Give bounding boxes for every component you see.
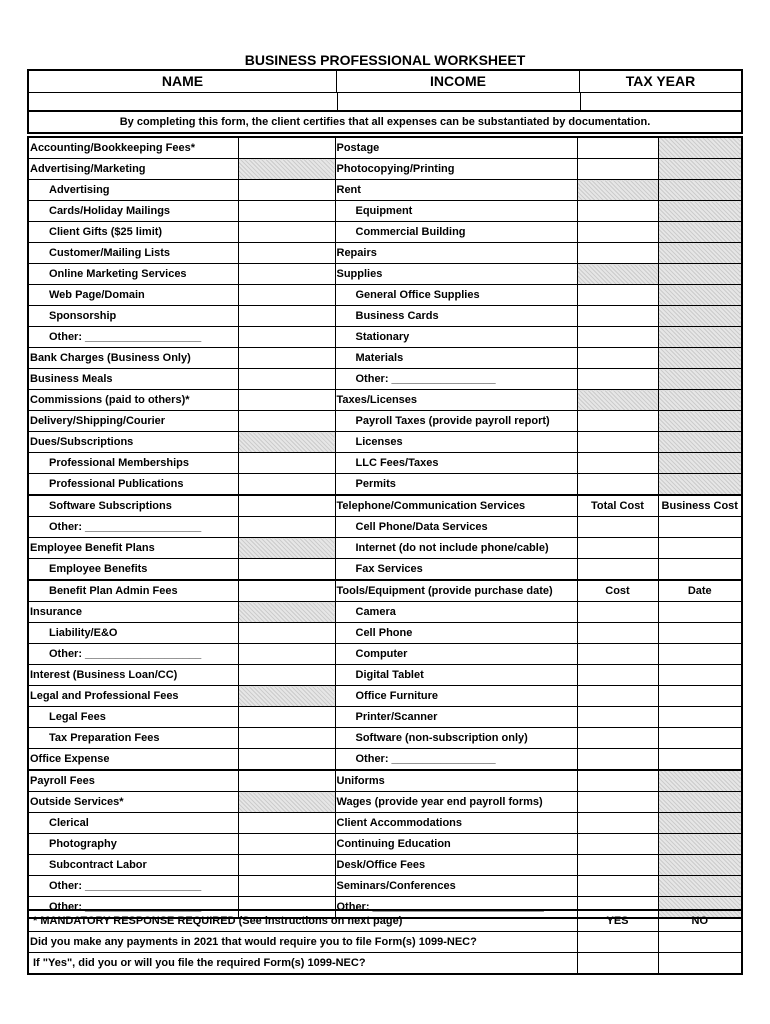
expense-row	[29, 243, 741, 264]
right-expense-label: Telephone/Communication Services	[335, 495, 577, 517]
question-1099-filed: If "Yes", did you or will you file the required Form(s) 1099-NEC?	[29, 953, 577, 974]
column-header: Business Cost	[658, 495, 741, 517]
left-expense-label: Online Marketing Services	[29, 264, 238, 285]
right-expense-label: Uniforms	[335, 770, 577, 792]
right-secondary-field[interactable]	[658, 686, 741, 707]
left-expense-label: Other: ___________________	[29, 644, 238, 665]
right-expense-label: Camera	[335, 602, 577, 623]
right-secondary-field[interactable]	[658, 707, 741, 728]
left-expense-label: Customer/Mailing Lists	[29, 243, 238, 264]
left-amount-field	[238, 159, 335, 180]
right-expense-label: Client Accommodations	[335, 813, 577, 834]
left-expense-label: Business Meals	[29, 369, 238, 390]
left-expense-label: Professional Memberships	[29, 453, 238, 474]
left-expense-label: Bank Charges (Business Only)	[29, 348, 238, 369]
right-secondary-field[interactable]	[658, 517, 741, 538]
left-expense-label: Sponsorship	[29, 306, 238, 327]
left-expense-label: Professional Publications	[29, 474, 238, 496]
right-amount-field[interactable]	[577, 201, 658, 222]
right-expense-label: Wages (provide year end payroll forms)	[335, 792, 577, 813]
column-header: Cost	[577, 580, 658, 602]
left-expense-label: Client Gifts ($25 limit)	[29, 222, 238, 243]
expense-row	[29, 432, 741, 453]
left-expense-label: Software Subscriptions	[29, 495, 238, 517]
right-secondary-field	[658, 834, 741, 855]
expense-row	[29, 264, 741, 285]
left-amount-field[interactable]	[238, 411, 335, 432]
right-secondary-field	[658, 327, 741, 348]
left-amount-field[interactable]	[238, 623, 335, 644]
expense-row	[29, 517, 741, 538]
left-amount-field[interactable]	[238, 180, 335, 201]
left-amount-field[interactable]	[238, 834, 335, 855]
right-secondary-field	[658, 474, 741, 496]
right-expense-label: Licenses	[335, 432, 577, 453]
right-amount-field[interactable]	[577, 474, 658, 496]
left-amount-field	[238, 432, 335, 453]
left-expense-label: Other: ___________________	[29, 876, 238, 897]
right-expense-label: Postage	[335, 138, 577, 159]
right-amount-field	[577, 180, 658, 201]
right-expense-label: Other: _________________	[335, 369, 577, 390]
left-expense-label: Clerical	[29, 813, 238, 834]
right-amount-field[interactable]	[577, 792, 658, 813]
expense-row	[29, 285, 741, 306]
left-expense-label: Outside Services*	[29, 792, 238, 813]
page-title: BUSINESS PROFESSIONAL WORKSHEET	[244, 52, 526, 68]
expense-row	[29, 707, 741, 728]
right-amount-field[interactable]	[577, 369, 658, 390]
left-amount-field[interactable]	[238, 138, 335, 159]
right-amount-field[interactable]	[577, 602, 658, 623]
right-amount-field[interactable]	[577, 749, 658, 771]
right-expense-label: Printer/Scanner	[335, 707, 577, 728]
right-secondary-field	[658, 306, 741, 327]
left-expense-label: Other: ___________________	[29, 517, 238, 538]
right-expense-label: Supplies	[335, 264, 577, 285]
right-amount-field[interactable]	[577, 728, 658, 749]
left-amount-field	[238, 602, 335, 623]
right-amount-field[interactable]	[577, 623, 658, 644]
left-expense-label: Tax Preparation Fees	[29, 728, 238, 749]
right-amount-field[interactable]	[577, 538, 658, 559]
right-expense-label: Commercial Building	[335, 222, 577, 243]
right-amount-field[interactable]	[577, 306, 658, 327]
left-expense-label: Subcontract Labor	[29, 855, 238, 876]
left-amount-field[interactable]	[238, 495, 335, 517]
right-expense-label: Seminars/Conferences	[335, 876, 577, 897]
right-expense-label: Rent	[335, 180, 577, 201]
right-secondary-field	[658, 138, 741, 159]
column-header: Total Cost	[577, 495, 658, 517]
left-expense-label: Other: ___________________	[29, 897, 238, 918]
expense-row	[29, 474, 741, 496]
tax-year-field[interactable]	[580, 92, 741, 112]
right-expense-label: Equipment	[335, 201, 577, 222]
right-amount-field[interactable]	[577, 285, 658, 306]
right-amount-field[interactable]	[577, 159, 658, 180]
left-amount-field[interactable]	[238, 369, 335, 390]
right-secondary-field	[658, 264, 741, 285]
expense-row	[29, 728, 741, 749]
right-amount-field[interactable]	[577, 559, 658, 581]
expense-row	[29, 201, 741, 222]
right-expense-label: Materials	[335, 348, 577, 369]
expense-row	[29, 749, 741, 771]
name-header: NAME	[29, 71, 337, 92]
right-secondary-field	[658, 792, 741, 813]
left-amount-field[interactable]	[238, 770, 335, 792]
expense-row	[29, 411, 741, 432]
right-expense-label: Payroll Taxes (provide payroll report)	[335, 411, 577, 432]
right-expense-label: Tools/Equipment (provide purchase date)	[335, 580, 577, 602]
left-amount-field[interactable]	[238, 243, 335, 264]
expense-row	[29, 348, 741, 369]
right-secondary-field[interactable]	[658, 665, 741, 686]
expense-row	[29, 623, 741, 644]
left-amount-field	[238, 792, 335, 813]
column-header: Date	[658, 580, 741, 602]
right-secondary-field[interactable]	[658, 644, 741, 665]
expense-row	[29, 876, 741, 897]
left-amount-field[interactable]	[238, 517, 335, 538]
right-amount-field[interactable]	[577, 644, 658, 665]
left-amount-field	[238, 686, 335, 707]
right-secondary-field	[658, 201, 741, 222]
left-expense-label: Legal Fees	[29, 707, 238, 728]
right-amount-field[interactable]	[577, 834, 658, 855]
expense-row	[29, 686, 741, 707]
expense-row	[29, 453, 741, 474]
right-secondary-field	[658, 243, 741, 264]
left-expense-label: Benefit Plan Admin Fees	[29, 580, 238, 602]
expense-row	[29, 222, 741, 243]
right-secondary-field	[658, 222, 741, 243]
left-amount-field[interactable]	[238, 665, 335, 686]
right-secondary-field	[658, 432, 741, 453]
left-amount-field[interactable]	[238, 264, 335, 285]
right-expense-label: Cell Phone/Data Services	[335, 517, 577, 538]
tax-year-header: TAX YEAR	[625, 73, 696, 89]
right-expense-label: Continuing Education	[335, 834, 577, 855]
right-secondary-field	[658, 369, 741, 390]
income-header: INCOME	[337, 71, 580, 92]
left-expense-label: Office Expense	[29, 749, 238, 771]
left-amount-field[interactable]	[238, 855, 335, 876]
expense-row	[29, 602, 741, 623]
right-expense-label: Taxes/Licenses	[335, 390, 577, 411]
right-expense-label: Photocopying/Printing	[335, 159, 577, 180]
left-expense-label: Employee Benefits	[29, 559, 238, 581]
name-field[interactable]	[29, 92, 338, 112]
left-amount-field	[238, 538, 335, 559]
right-secondary-field	[658, 770, 741, 792]
left-expense-label: Accounting/Bookkeeping Fees*	[29, 138, 238, 159]
no-header: NO	[658, 911, 741, 932]
right-secondary-field[interactable]	[658, 623, 741, 644]
expense-row	[29, 327, 741, 348]
expense-row	[29, 644, 741, 665]
right-expense-label: Business Cards	[335, 306, 577, 327]
right-amount-field[interactable]	[577, 770, 658, 792]
right-expense-label: LLC Fees/Taxes	[335, 453, 577, 474]
expense-grid	[27, 136, 743, 919]
expense-row	[29, 180, 741, 201]
right-expense-label: Stationary	[335, 327, 577, 348]
right-expense-label: Internet (do not include phone/cable)	[335, 538, 577, 559]
right-expense-label: Cell Phone	[335, 623, 577, 644]
expense-row	[29, 855, 741, 876]
q1-yes-box[interactable]	[577, 932, 658, 953]
right-amount-field[interactable]	[577, 517, 658, 538]
right-amount-field	[577, 390, 658, 411]
left-expense-label: Insurance	[29, 602, 238, 623]
left-amount-field[interactable]	[238, 876, 335, 897]
right-amount-field[interactable]	[577, 138, 658, 159]
right-secondary-field[interactable]	[658, 728, 741, 749]
right-amount-field[interactable]	[577, 243, 658, 264]
right-amount-field[interactable]	[577, 348, 658, 369]
expense-row	[29, 770, 741, 792]
left-amount-field[interactable]	[238, 644, 335, 665]
right-amount-field[interactable]	[577, 686, 658, 707]
right-amount-field[interactable]	[577, 411, 658, 432]
left-amount-field[interactable]	[238, 474, 335, 496]
right-expense-label: Software (non-subscription only)	[335, 728, 577, 749]
expense-row	[29, 834, 741, 855]
right-amount-field[interactable]	[577, 327, 658, 348]
expense-row	[29, 813, 741, 834]
question-1099-payments: Did you make any payments in 2021 that would require you to file Form(s) 1099-NEC?	[29, 932, 577, 953]
q1-no-box[interactable]	[658, 932, 741, 953]
expense-row	[29, 159, 741, 180]
expense-row	[29, 495, 741, 517]
right-secondary-field[interactable]	[658, 538, 741, 559]
right-amount-field[interactable]	[577, 855, 658, 876]
q2-no-box[interactable]	[658, 953, 741, 974]
expense-row	[29, 369, 741, 390]
client-header	[27, 69, 743, 112]
right-secondary-field	[658, 180, 741, 201]
left-amount-field[interactable]	[238, 559, 335, 581]
left-expense-label: Web Page/Domain	[29, 285, 238, 306]
right-expense-label: Other: _________________	[335, 749, 577, 771]
left-expense-label: Delivery/Shipping/Courier	[29, 411, 238, 432]
expense-row	[29, 665, 741, 686]
left-expense-label: Commissions (paid to others)*	[29, 390, 238, 411]
left-expense-label: Advertising/Marketing	[29, 159, 238, 180]
right-amount-field[interactable]	[577, 222, 658, 243]
right-secondary-field	[658, 411, 741, 432]
left-amount-field[interactable]	[238, 222, 335, 243]
left-amount-field[interactable]	[238, 813, 335, 834]
left-amount-field[interactable]	[238, 327, 335, 348]
expense-row	[29, 559, 741, 581]
q2-yes-box[interactable]	[577, 953, 658, 974]
right-secondary-field	[658, 876, 741, 897]
expense-row	[29, 792, 741, 813]
left-amount-field[interactable]	[238, 306, 335, 327]
right-secondary-field	[658, 348, 741, 369]
right-secondary-field	[658, 159, 741, 180]
left-amount-field[interactable]	[238, 285, 335, 306]
right-amount-field[interactable]	[577, 453, 658, 474]
left-expense-label: Photography	[29, 834, 238, 855]
left-expense-label: Liability/E&O	[29, 623, 238, 644]
right-expense-label: Office Furniture	[335, 686, 577, 707]
left-amount-field[interactable]	[238, 580, 335, 602]
left-expense-label: Dues/Subscriptions	[29, 432, 238, 453]
right-secondary-field[interactable]	[658, 559, 741, 581]
right-expense-label: Permits	[335, 474, 577, 496]
left-amount-field[interactable]	[238, 390, 335, 411]
right-secondary-field	[658, 855, 741, 876]
left-amount-field[interactable]	[238, 728, 335, 749]
right-expense-label: Repairs	[335, 243, 577, 264]
form-1099-questions	[27, 909, 743, 975]
right-amount-field[interactable]	[577, 813, 658, 834]
left-amount-field[interactable]	[238, 707, 335, 728]
right-amount-field[interactable]	[577, 707, 658, 728]
expense-row	[29, 580, 741, 602]
expense-row	[29, 138, 741, 159]
yes-header: YES	[577, 911, 658, 932]
income-field[interactable]	[337, 92, 581, 112]
right-amount-field[interactable]	[577, 432, 658, 453]
expense-row	[29, 390, 741, 411]
left-amount-field[interactable]	[238, 749, 335, 771]
right-secondary-field	[658, 390, 741, 411]
right-amount-field[interactable]	[577, 876, 658, 897]
left-amount-field[interactable]	[238, 453, 335, 474]
mandatory-note: * MANDATORY RESPONSE REQUIRED (See instructions on next page)	[29, 911, 577, 932]
right-expense-label: Computer	[335, 644, 577, 665]
left-expense-label: Payroll Fees	[29, 770, 238, 792]
left-expense-label: Legal and Professional Fees	[29, 686, 238, 707]
right-secondary-field[interactable]	[658, 602, 741, 623]
left-expense-label: Employee Benefit Plans	[29, 538, 238, 559]
left-expense-label: Cards/Holiday Mailings	[29, 201, 238, 222]
right-secondary-field	[658, 285, 741, 306]
expense-row	[29, 306, 741, 327]
left-amount-field[interactable]	[238, 201, 335, 222]
left-expense-label: Other: ___________________	[29, 327, 238, 348]
right-expense-label: Other: ____________________________	[335, 897, 577, 918]
right-expense-label: General Office Supplies	[335, 285, 577, 306]
right-expense-label: Digital Tablet	[335, 665, 577, 686]
certification-note: By completing this form, the client certifies that all expenses can be substantiated by documentation.	[27, 112, 743, 134]
right-expense-label: Fax Services	[335, 559, 577, 581]
right-amount-field[interactable]	[577, 665, 658, 686]
right-amount-field	[577, 264, 658, 285]
expense-row	[29, 538, 741, 559]
right-secondary-field[interactable]	[658, 749, 741, 771]
right-secondary-field	[658, 453, 741, 474]
right-expense-label: Desk/Office Fees	[335, 855, 577, 876]
left-expense-label: Interest (Business Loan/CC)	[29, 665, 238, 686]
left-expense-label: Advertising	[29, 180, 238, 201]
right-secondary-field	[658, 813, 741, 834]
left-amount-field[interactable]	[238, 348, 335, 369]
